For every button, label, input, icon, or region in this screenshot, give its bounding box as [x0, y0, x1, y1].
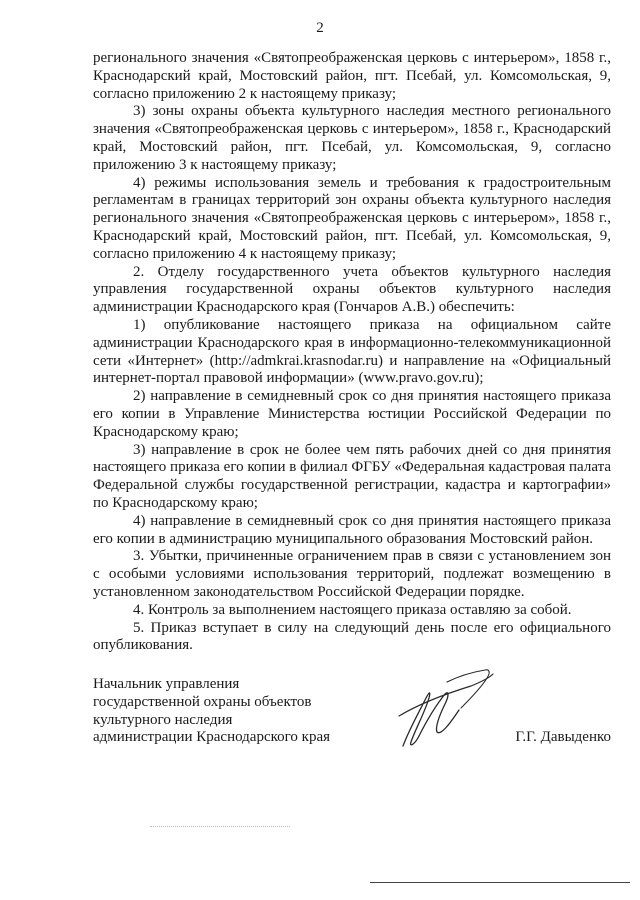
document-body [93, 50, 611, 655]
signer-name: Г.Г. Давыденко [515, 729, 611, 746]
handwritten-signature [385, 660, 505, 760]
paragraph-section-5: 5. Приказ вступает в силу на следующий день после его официального опубликования. [93, 619, 611, 654]
footer-divider [370, 882, 630, 883]
page-number: 2 [316, 20, 324, 36]
paragraph-continuation: регионального значения «Святопреображенская церковь с интерьером», 1858 г., Краснодарский край, Мостовский район, пгт. Псебай, ул. Комсомольская, 9, согласно приложению 2 к настоящему приказу; [93, 50, 611, 102]
paragraph-section-3: 3. Убытки, причиненные ограничением прав в связи с установлением зон с особыми условиями использования территорий, подлежат возмещению в установленном законодательством Российской Федерации порядке. [93, 548, 611, 600]
paragraph-sub-3: 3) направление в срок не более чем пять рабочих дней со дня принятия настоящего приказа его копии в филиал ФГБУ «Федеральная кадастровая палата Федеральной службы государственной регистрации, кадастра и картографии» по Краснодарскому краю; [93, 441, 611, 511]
signature-block [93, 676, 611, 747]
scan-artifact [150, 826, 290, 828]
paragraph-item-3: 3) зоны охраны объекта культурного наследия местного регионального значения «Святопреображенская церковь с интерьером», 1858 г., Краснодарский край, Мостовский район, пгт. Псебай, ул. Комсомольская, 9, согласно приложению 3 к настоящему приказу; [93, 103, 611, 173]
signer-position-line: администрации Краснодарского края [93, 729, 331, 746]
signer-position-line: культурного наследия [93, 711, 233, 728]
paragraph-section-2: 2. Отделу государственного учета объектов культурного наследия управления государственной охраны объектов культурного наследия администрации Краснодарского края (Гончаров А.В.) обеспечить: [93, 263, 611, 316]
paragraph-sub-4: 4) направление в семидневный срок со дня принятия настоящего приказа его копии в администрацию муниципального образования Мостовский район. [93, 512, 611, 547]
signer-position-line: Начальник управления [93, 676, 240, 692]
paragraph-sub-2: 2) направление в семидневный срок со дня принятия настоящего приказа его копии в Управление Министерства юстиции Российской Федерации по Краснодарскому краю; [93, 388, 611, 440]
paragraph-item-4: 4) режимы использования земель и требования к градостроительным регламентам в границах территорий зон охраны объекта культурного наследия регионального значения «Святопреображенская церковь с интерьером», 1858 г., Краснодарский край, Мостовский район, пгт. Псебай, ул. Комсомольская, 9, согласно приложению 4 к настоящему приказу; [93, 174, 611, 262]
paragraph-sub-1: 1) опубликование настоящего приказа на официальном сайте администрации Краснодарского края в информационно-телекоммуникационной сети «Интернет» (http://admkrai.krasnodar.ru) и направление на «Официальный интернет-портал правовой информации» (www.pravo.gov.ru); [93, 316, 611, 387]
signer-position-line: государственной охраны объектов [93, 693, 312, 710]
paragraph-section-4: 4. Контроль за выполнением настоящего приказа оставляю за собой. [133, 601, 572, 618]
